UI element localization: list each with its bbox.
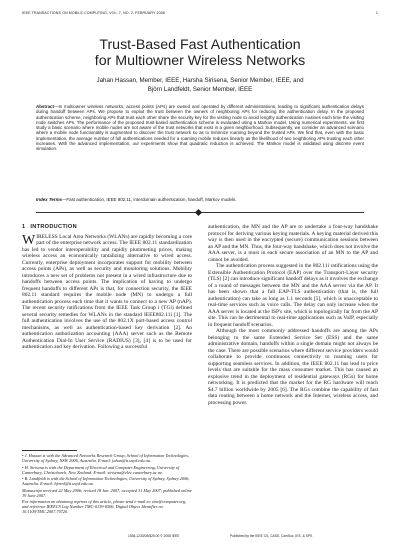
index-terms-text: —Fast authentication, IEEE 802.11, interdomain authentication, handoff, Markov models. [61,197,237,202]
index-terms [36,197,364,202]
footnote-author-1: • J. Hassan is with the Advanced Networks Research Group, School of Information Technologies, University of Sydney, NSW 2006, Australia. E-mail: jahan@it.usyd.edu.au. [22,453,190,464]
section-heading [22,224,192,231]
abstract-label: Abstract [36,104,55,109]
running-header [22,11,378,15]
footnote-author-2: • H. Sirisena is with the Department of Electrical and Computer Engineering, University of Canterbury, Christchurch, New Zealand. E-mail: sirisena@elec.canterbury.ac.nz. [22,464,180,475]
footnote-author-3: • B. Landfeldt is with the School of Information Technologies, University of Sydney, Sydney 2006, Australia. E-mail: bjornl@it.usyd.edu.au. [22,476,190,487]
journal-header: IEEE TRANSACTIONS ON MOBILE COMPUTING, VOL. 7, NO. 2, FEBRUARY 2008 [22,11,165,15]
section-number: 1 [22,224,26,230]
authors-line-2: Björn Landfeldt, Senior Member, IEEE [147,85,253,93]
right-paragraph-2: The authentication process suggested in the 802.11i ratifications using the Extensible Authentication Protocol (EAP) over the Transport-Layer security (TLS) [2] can introduce significant handoff delays as it involves the exchange of a round of messages between the MN and the AAA server via the AP. It has been shown that a full EAP-TLS authentication (that is, the full authentication) can take as long as 1.1 seconds [5], which is unacceptable to real-time services such as voice calls. The delay can only increase when the AAA server is located at the ISP's site, which is topologically far from the AP site. This can be detrimental to real-time applications such as VoIP, especially in frequent handoff scenarios. [208,263,378,328]
footer-issn: 1536-1233/08/$25.00 © 2008 IEEE [128,534,180,538]
title-line-2: for Multiowner Wireless Networks [94,53,306,70]
right-paragraph-3: Although the most commonly addressed handoffs are among the APs belonging to the same Extended Service Set (ESS) and the same administrative domain, handoffs within a single domain might not always be the case. There are possible scenarios where different service providers would collaborate to provide continuous connectivity to roaming users for supporting seamless services. In addition, the IEEE 802.11 has lead to price levels that are suitable for the mass consumer market. This has caused an explosive trend in the deployment of residential gateways (RGs) for home networking. It is predicted that the market for the RG hardware will reach $4.7 billion worldwide by 2005 [6]. The RGs combine the capability of fast data routing between a home network and the Internet, wireless access, and processing power. [208,328,378,406]
footer-publisher: Published by the IEEE CS, CASS, ComSoc, IES, & SPS [230,534,313,538]
drop-cap: W [22,232,36,248]
footnote-rule [22,450,77,451]
abstract-text: —In multiowner wireless networks, access points (APs) are owned and operated by different administrations, leading to significant authentication delays during handoff between APs. We propose to exploit the trust between the owners of neighboring APs for reducing the authentication delay. In the proposed authentication scheme, neighboring APs that trust each other share the security key for the visiting node to avoid lengthy authentication routines each time the visiting node switches APs. The performance of the proposed trust-based authentication scheme is evaluated using a Markov model. Using numerical experiments, we first study a basic scenario where mobile nodes are not aware of the trust networks that exist in a given neighborhood. Subsequently, we consider an advanced scenario where a mobile node functionality is augmented to discover the trust network so as to minimize roaming beyond the trusted APs. We find that, even with the basic implementation, the average number of full authentications needed for a roaming mobile reduces linearly as the likelihood of two neighboring APs trusting each other increases. With the advanced implementation, our experiments show that quadratic reduction is achieved. The Markov model is validated using discrete event simulation. [36,104,364,151]
author-block [0,77,400,94]
authors-line-1: Jahan Hassan, Member, IEEE, Harsha Sirisena, Senior Member, IEEE, and [96,77,304,84]
section-title: INTRODUCTION [30,224,77,230]
divider-diamond-icon [195,208,202,215]
footnotes [22,453,192,516]
index-terms-label: Index Terms [36,197,62,202]
intro-paragraph-1-text: IRELESS Local Area Networks (WLANs) are rapidly becoming a core part of the enterprise network access. The IEEE 802.11 standardization has led to vendor interoperability and rapidly plummeting prices, making wireless access an economically tantalizing alternative to wired access. Currently, enterprise deployment incorporates support for mobility between access points (APs), as well as security and monitoring solutions. Mobility introduces a new set of problems not present in a wired infrastructure due to handoffs between access points. The implication of having to undergo frequent handoffs to different APs is that, for connection security, the IEEE 802.11 standard requires the mobile node (MN) to undergo a full authentication process each time that it wants to connect to a new AP (nAP). The recent security ratifications from the IEEE Task Group i (TGi) defined several security remedies for WLANs in the standard IEEE802.11i [1]. The full authentication involves the use of the 802.1X port-based access control mechanisms, as well as authentication-based key derivation [2]. An authentication authorization accounting (AAA) server such as the Remote Authentication Dial-In User Service (RADIUS) [3], [4] is to be used for authentication and key derivation. Following a successful [22,233,192,351]
paper-title [0,37,400,70]
footnote-manuscript: Manuscript received 22 May 2006; revised 18 Jan. 2007; accepted 31 May 2007; published online 19 June 2007. [22,487,192,498]
title-line-1: Trust-Based Fast Authentication [99,37,301,53]
intro-paragraph-1 [22,234,192,351]
abstract [36,104,364,151]
footnote-reprints: For information on obtaining reprints of this article, please send e-mail to: tmc@computer.org, and reference IEEECS Log Number TMC-0139-0506. Digital Object Identifier no. 10.1109/TMC.2007.70720. [22,499,187,515]
left-column [22,224,192,351]
right-column [208,224,378,406]
page-number: 1 [375,11,378,15]
right-paragraph-1: authentication, the MN and the AP are to undertake a four-way handshake protocol for deriving various keying materials. A keying material derived this way is then used in the encrypted (secure) communication sessions between an AP and the MN. Thus, the four-way handshake, which does not involve the AAA server, is a must in each secure association of an MN to the AP and cannot be avoided. [208,224,378,263]
